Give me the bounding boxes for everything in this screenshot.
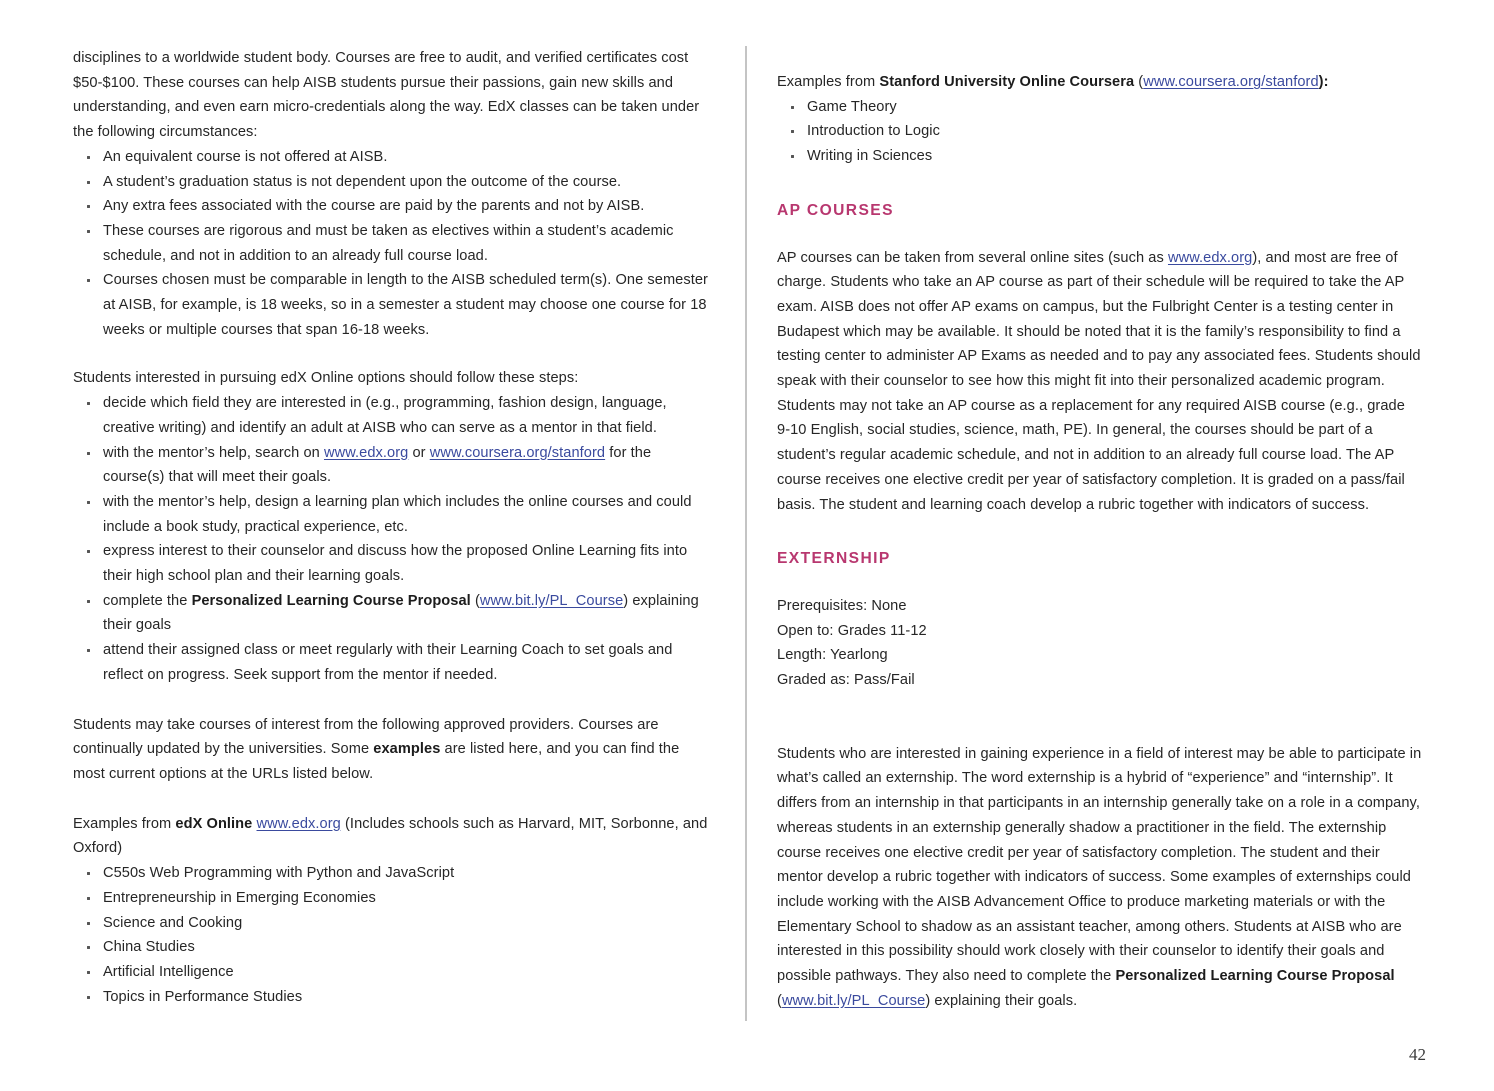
externship-info-lines [777,594,1422,693]
paren-open: ( [1134,74,1144,90]
list-item [73,589,713,638]
link-coursera-stanford[interactable]: www.coursera.org/stanford [429,444,606,461]
coursera-examples-paragraph [777,70,1422,95]
list-item [73,985,713,1010]
paren-open: ( [470,592,480,609]
externship-body [777,742,1422,1014]
list-item-text: C550s Web Programming with Python and JavaScript [103,865,455,882]
edx-course-list [73,861,713,1009]
list-item [73,219,713,268]
circumstances-list [73,145,713,343]
list-item [777,119,1422,144]
coursera-examples-after: ): [1318,74,1329,90]
list-item [73,268,713,342]
edx-examples-after: (Includes schools such as Harvard, MIT, Sorbonne, and Oxford) [73,815,708,857]
coursera-course-list [777,95,1422,169]
list-item-text: Artificial Intelligence [103,963,234,980]
ap-body-before: AP courses can be taken from several online sites (such as [777,249,1168,266]
intro-paragraph: disciplines to a worldwide student body. Courses are free to audit, and verified certificates cost $50-$100. These courses can help AISB students pursue their passions, gain new skills and understanding, and even earn micro-credentials along the way. EdX classes can be taken under the following circumstances: [73,50,700,141]
list-item [73,391,713,440]
spacer [73,342,713,366]
list-item-text: Any extra fees associated with the course are paid by the parents and not by AISB. [103,198,645,215]
column-divider [745,46,747,1021]
section-heading-externship: EXTERNSHIP [777,550,891,568]
coursera-examples-before: Examples from [777,74,880,90]
providers-text-part1: Students may take courses of interest from the following approved providers. Courses are continually updated by the universities. Some [73,716,659,758]
stanford-coursera-bold: Stanford University Online Coursera [879,74,1135,90]
providers-paragraph [73,713,713,787]
externship-prerequisites: Prerequisites: None [777,597,907,614]
edx-examples-before: Examples from [73,815,176,832]
paren-open: ( [777,992,782,1009]
list-item-text-after: ) explaining their goals [103,592,699,634]
list-item [73,638,713,687]
list-item-text: attend their assigned class or meet regularly with their Learning Coach to set goals and reflect on progress. Seek support from the mentor if needed. [103,642,673,683]
list-item [777,95,1422,120]
list-item-text: Writing in Sciences [807,148,933,165]
list-item-text: China Studies [103,939,195,956]
list-item [73,911,713,936]
proposal-title-bold: Personalized Learning Course Proposal [1115,968,1395,985]
section-heading-ap-courses: AP COURSES [777,201,894,219]
list-item-text: Topics in Performance Studies [103,988,303,1005]
list-item [73,170,713,195]
link-edx-org[interactable]: www.edx.org [256,815,341,832]
right-column [777,46,1422,1014]
list-item [777,144,1422,169]
left-column [73,46,713,1009]
list-item [73,145,713,170]
edx-examples-paragraph [73,812,713,861]
steps-list [73,391,713,687]
list-item [73,490,713,539]
list-item [73,539,713,588]
link-bitly-pl-course[interactable]: www.bit.ly/PL_Course [479,592,624,609]
link-edx-org[interactable]: www.edx.org [323,444,409,461]
spacer [73,688,713,713]
list-item-text-before: complete the [103,592,192,609]
list-item-text: Courses chosen must be comparable in length to the AISB scheduled term(s). One semester at AISB, for example, is 18 weeks, so in a semester a student may choose one course for 18 weeks or multiple courses that span 16-18 weeks. [103,272,708,338]
list-item [73,861,713,886]
ap-body-after: ), and most are free of charge. Students who take an AP course as part of their schedule will be required to take the AP exam. AISB does not offer AP exams on campus, but the Fulbright Center is a testing center in Budapest which may be available. It should be noted that it is the family’s responsibility to find a testing center to administer AP Exams as needed and to pay any associated fees. Students should speak with their counselor to see how this might fit into their personalized academic program. Students may not take an AP course as a replacement for any required AISB course (e.g., grade 9-10 English, social studies, science, math, PE). In general, the courses should be part of a student’s regular academic schedule, and not in addition to an already full course load. The AP course receives one elective credit per year of satisfactory completion. It is graded on a pass/fail basis. The student and learning coach develop a rubric together with indicators of success. [777,249,1421,513]
spacer [73,787,713,812]
ap-courses-heading-block [777,199,1422,224]
steps-intro-paragraph: Students interested in pursuing edX Online options should follow these steps: [73,370,579,387]
list-item-text-after: for the course(s) that will meet their goals. [103,444,652,486]
list-item-text: express interest to their counselor and discuss how the proposed Online Learning fits into their high school plan and their learning goals. [103,543,688,585]
list-item [73,441,713,490]
edx-online-bold: edX Online [175,815,253,832]
list-item [73,886,713,911]
link-edx-org[interactable]: www.edx.org [1167,249,1253,266]
list-item-text: An equivalent course is not offered at AISB. [103,148,388,165]
list-item-text: Introduction to Logic [807,123,940,140]
list-item-text: Entrepreneurship in Emerging Economies [103,889,376,906]
list-item-text: These courses are rigorous and must be taken as electives within a student’s academic schedule, and not in addition to an already full course load. [103,222,674,264]
list-item [73,194,713,219]
list-item-text-mid: or [408,444,430,461]
list-item-text-before: with the mentor’s help, search on [103,444,324,461]
externship-body-before: Students who are interested in gaining experience in a field of interest may be able to participate in what’s called an externship. The word externship is a hybrid of “experience” and “internship”. It differs from an internship in that participants in an internship generally take on a role in a company, whereas students in an externship generally shadow a practitioner in the field. The externship course receives one elective credit per year of satisfactory completion. The student and their mentor develop a rubric together with indicators of success. Some examples of externships could include working with the AISB Advancement Office to produce marketing materials or with the Elementary School to shadow as an assistant teacher, among others. Students at AISB who are interested in this possibility should work closely with their counselor to identify their goals and possible pathways. They also need to complete the [777,745,1422,985]
externship-body-after: ) explaining their goals. [925,992,1078,1009]
providers-text-part2: are listed here, and you can find the most current options at the URLs listed below. [73,741,680,782]
externship-graded-as: Graded as: Pass/Fail [777,672,915,689]
externship-open-to: Open to: Grades 11-12 [777,622,927,639]
list-item-text: decide which field they are interested in (e.g., programming, fashion design, language, creative writing) and identify an adult at AISB who can serve as a mentor in that field. [103,395,667,436]
page-number: 42 [1409,1045,1426,1064]
ap-courses-body [777,246,1422,518]
spacer [777,718,1422,742]
list-item [73,935,713,960]
externship-length: Length: Yearlong [777,647,888,664]
list-item-text: A student’s graduation status is not dependent upon the outcome of the course. [103,173,622,190]
spacer [777,693,1422,718]
list-item [73,960,713,985]
list-item-text: with the mentor’s help, design a learning plan which includes the online courses and could include a book study, practical experience, etc. [103,493,692,535]
list-item-text: Game Theory [807,98,897,115]
proposal-title-bold: Personalized Learning Course Proposal [191,592,471,609]
link-coursera-stanford[interactable]: www.coursera.org/stanford [1143,74,1319,90]
link-bitly-pl-course[interactable]: www.bit.ly/PL_Course [781,992,926,1009]
externship-heading-block [777,547,1422,572]
examples-bold: examples [373,741,441,758]
spacer [777,46,1422,70]
list-item-text: Science and Cooking [103,914,243,931]
